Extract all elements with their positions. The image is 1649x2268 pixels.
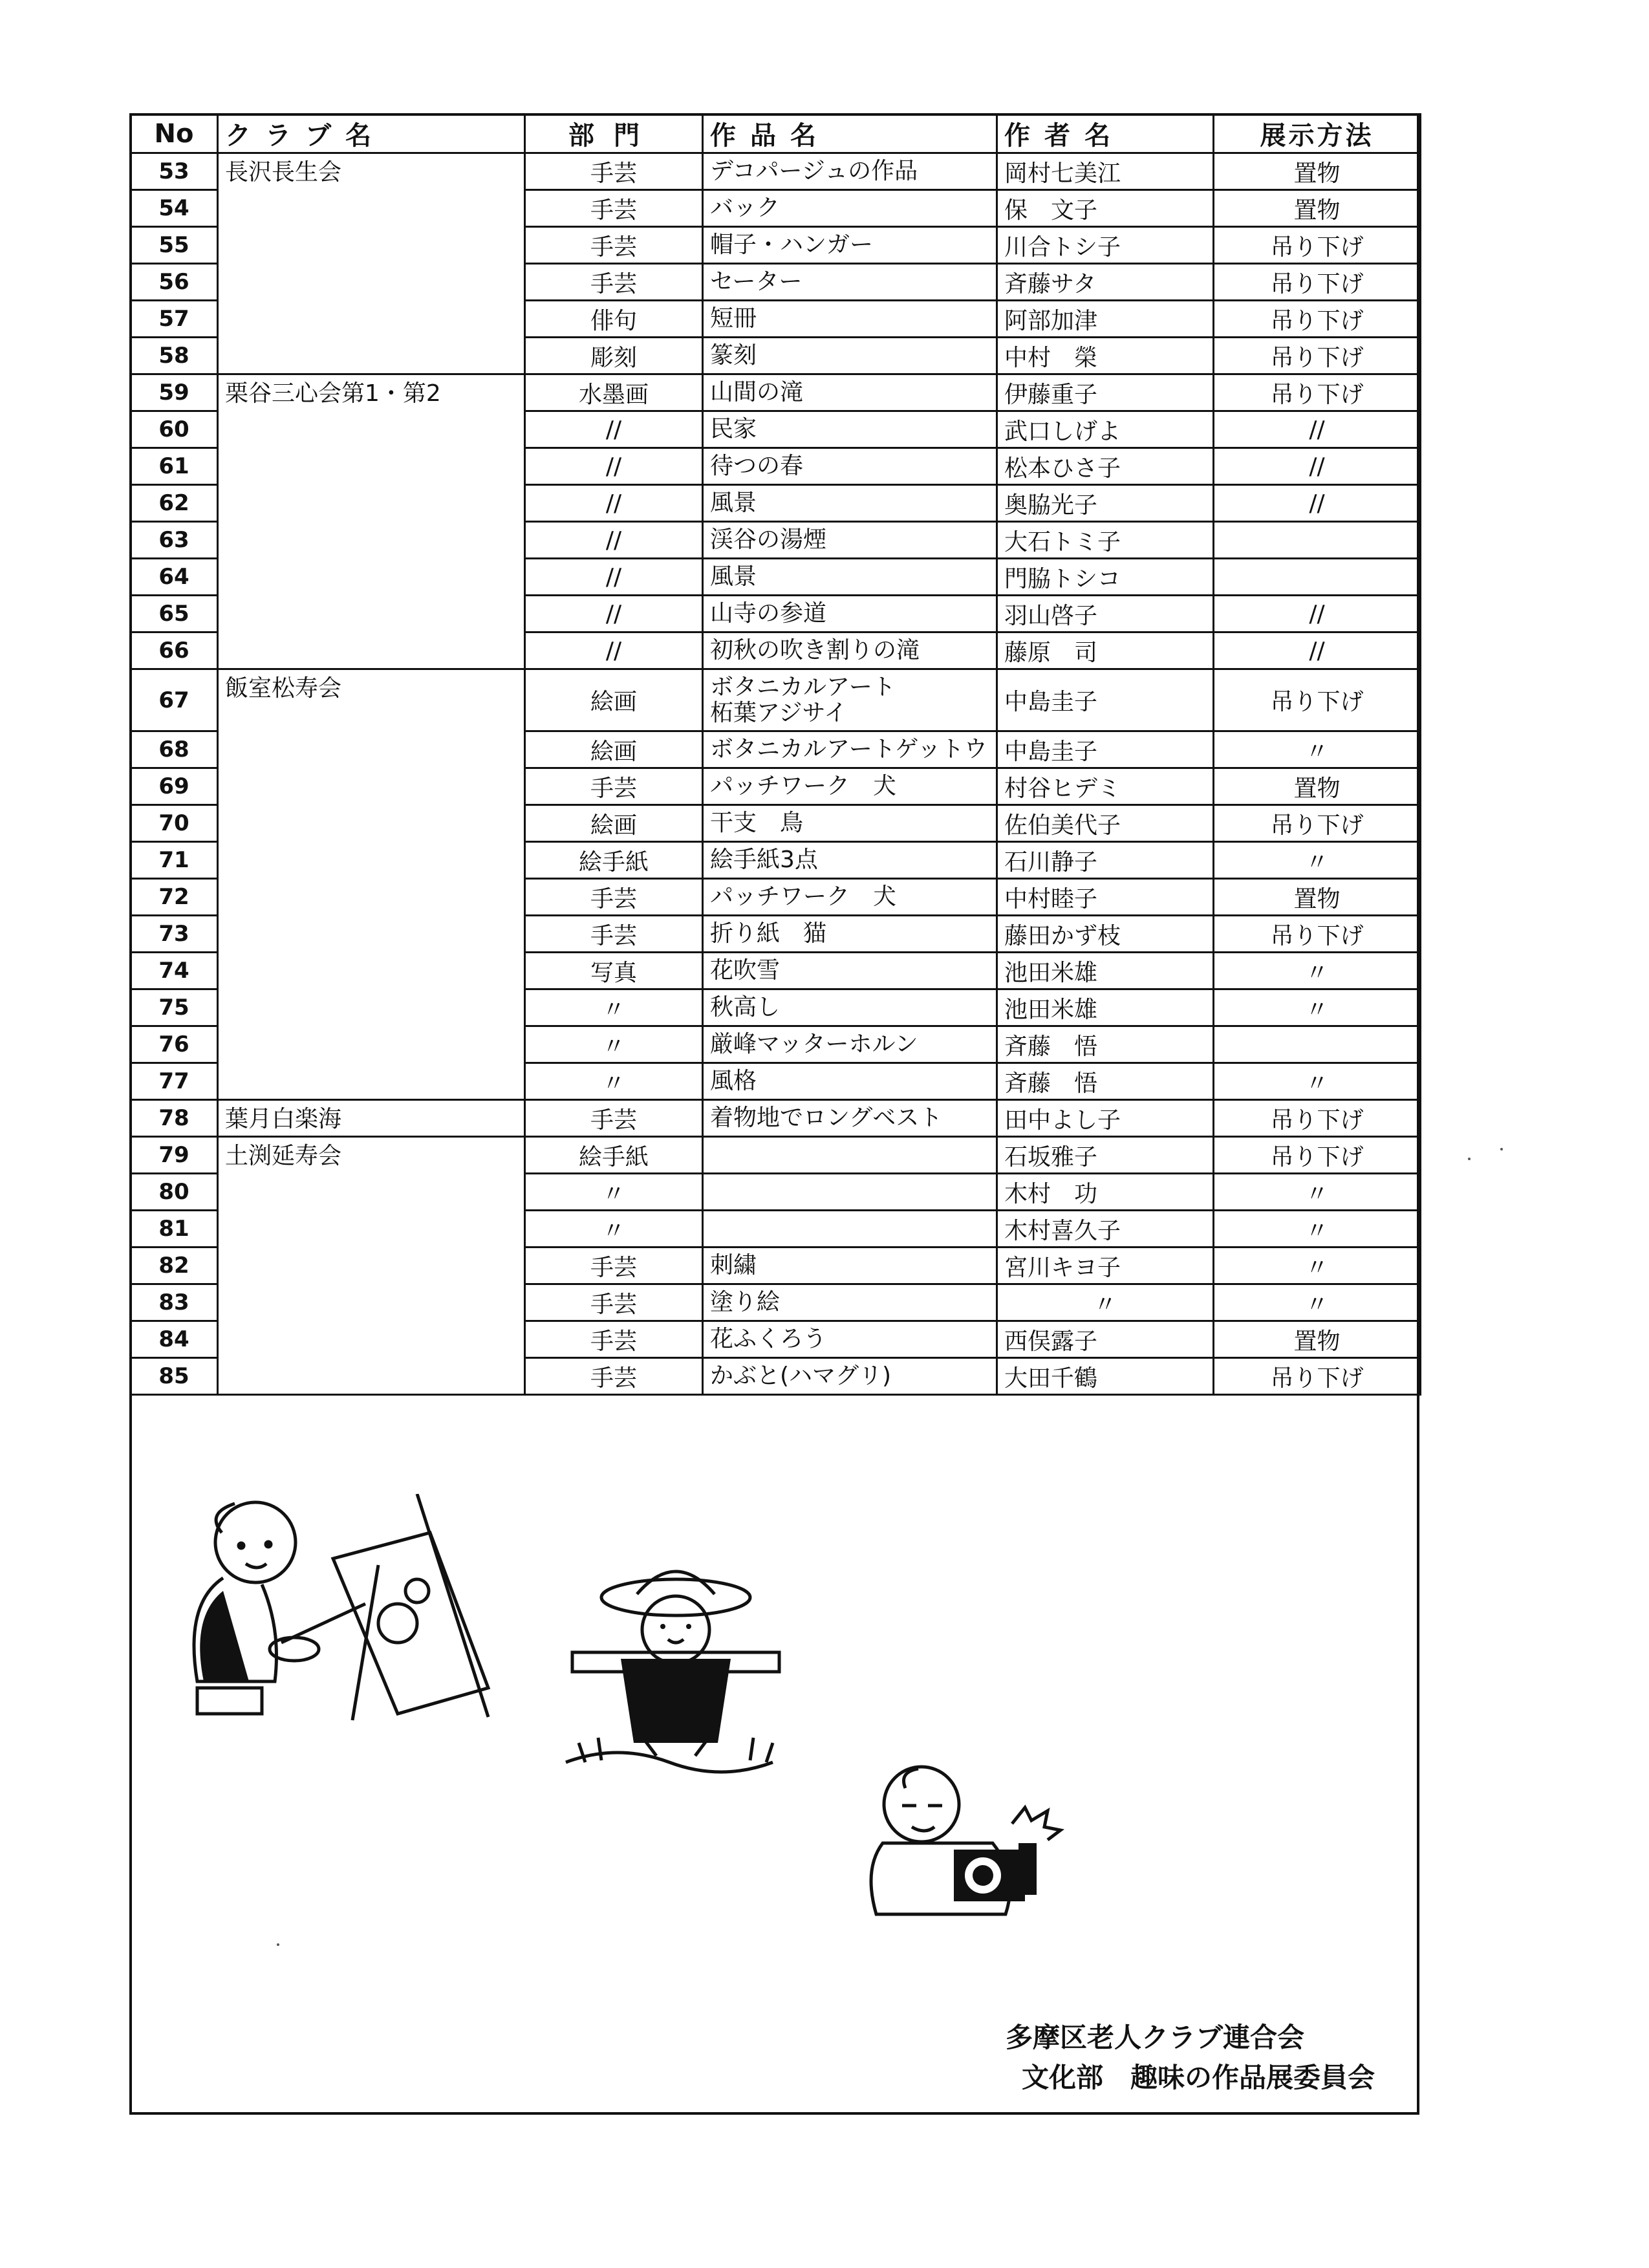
- row-number: 59: [131, 374, 218, 411]
- work-title: [703, 669, 997, 731]
- row-number: 78: [131, 1100, 218, 1137]
- department: //: [525, 485, 703, 522]
- row-number: 53: [131, 153, 218, 190]
- table-row: [131, 374, 1421, 411]
- row-number: 57: [131, 301, 218, 338]
- author-name: 佐伯美代子: [997, 805, 1214, 842]
- author-name: 伊藤重子: [997, 374, 1214, 411]
- work-title: 待つの春: [703, 448, 997, 485]
- table-row: [131, 1137, 1421, 1174]
- club-name: 葉月白楽海: [218, 1100, 525, 1137]
- author-name: 斉藤 悟: [997, 1063, 1214, 1100]
- display-method: 置物: [1214, 1321, 1421, 1358]
- author-name: 木村 功: [997, 1174, 1214, 1211]
- display-method: //: [1214, 596, 1421, 632]
- department: 手芸: [525, 1100, 703, 1137]
- row-number: 77: [131, 1063, 218, 1100]
- department: 手芸: [525, 1247, 703, 1284]
- work-title: 干支 鳥: [703, 805, 997, 842]
- display-method: 吊り下げ: [1214, 374, 1421, 411]
- author-name: 中島圭子: [997, 669, 1214, 731]
- row-number: 56: [131, 264, 218, 301]
- department: 手芸: [525, 190, 703, 227]
- row-number: 55: [131, 227, 218, 264]
- table-body: [131, 153, 1421, 1395]
- department: 絵画: [525, 669, 703, 731]
- department: 手芸: [525, 916, 703, 953]
- author-name: 藤田かず枝: [997, 916, 1214, 953]
- department: 絵手紙: [525, 842, 703, 879]
- display-method: 〃: [1214, 953, 1421, 989]
- display-method: [1214, 522, 1421, 559]
- scan-speck: [1500, 1148, 1503, 1150]
- author-name: 羽山啓子: [997, 596, 1214, 632]
- display-method: 吊り下げ: [1214, 805, 1421, 842]
- photographer-illustration: [857, 1753, 1070, 1921]
- scarecrow-illustration: [559, 1568, 792, 1775]
- department: 〃: [525, 1211, 703, 1247]
- department: 〃: [525, 1063, 703, 1100]
- author-name: 田中よし子: [997, 1100, 1214, 1137]
- department: //: [525, 596, 703, 632]
- header-work: 作品名: [703, 114, 997, 153]
- row-number: 72: [131, 879, 218, 916]
- row-number: 60: [131, 411, 218, 448]
- row-number: 79: [131, 1137, 218, 1174]
- row-number: 71: [131, 842, 218, 879]
- display-method: 〃: [1214, 989, 1421, 1026]
- author-name: 西俣露子: [997, 1321, 1214, 1358]
- department: 手芸: [525, 1284, 703, 1321]
- display-method: 吊り下げ: [1214, 264, 1421, 301]
- scan-speck: [1468, 1158, 1471, 1160]
- header-method: 展示方法: [1214, 114, 1421, 153]
- author-name: 武口しげよ: [997, 411, 1214, 448]
- department: 手芸: [525, 879, 703, 916]
- author-name: 松本ひさ子: [997, 448, 1214, 485]
- row-number: 67: [131, 669, 218, 731]
- row-number: 62: [131, 485, 218, 522]
- work-title: 折り紙 猫: [703, 916, 997, 953]
- department: 水墨画: [525, 374, 703, 411]
- display-method: 吊り下げ: [1214, 669, 1421, 731]
- work-title: 短冊: [703, 301, 997, 338]
- row-number: 70: [131, 805, 218, 842]
- row-number: 85: [131, 1358, 218, 1395]
- author-name: 大石トミ子: [997, 522, 1214, 559]
- display-method: //: [1214, 632, 1421, 669]
- row-number: 76: [131, 1026, 218, 1063]
- department: 絵画: [525, 805, 703, 842]
- row-number: 54: [131, 190, 218, 227]
- work-title: デコパージュの作品: [703, 153, 997, 190]
- table-row: [131, 1100, 1421, 1137]
- work-title: パッチワーク 犬: [703, 768, 997, 805]
- display-method: 置物: [1214, 190, 1421, 227]
- department: //: [525, 522, 703, 559]
- table-header-row: [131, 114, 1421, 153]
- work-title: 風景: [703, 485, 997, 522]
- author-name: 宮川キヨ子: [997, 1247, 1214, 1284]
- department: 手芸: [525, 1321, 703, 1358]
- department: 写真: [525, 953, 703, 989]
- display-method: 吊り下げ: [1214, 1100, 1421, 1137]
- department: 〃: [525, 1026, 703, 1063]
- author-name: 池田米雄: [997, 989, 1214, 1026]
- work-title-line: ボタニカルアート: [710, 673, 896, 700]
- work-title: セーター: [703, 264, 997, 301]
- header-no: No: [131, 114, 218, 153]
- row-number: 64: [131, 559, 218, 596]
- author-name: 奥脇光子: [997, 485, 1214, 522]
- header-dept: 部門: [525, 114, 703, 153]
- club-name: 栗谷三心会第1・第2: [218, 374, 525, 669]
- row-number: 82: [131, 1247, 218, 1284]
- work-title: 花吹雪: [703, 953, 997, 989]
- display-method: 吊り下げ: [1214, 916, 1421, 953]
- department: //: [525, 411, 703, 448]
- department: //: [525, 632, 703, 669]
- work-title: 塗り絵: [703, 1284, 997, 1321]
- work-title: 風景: [703, 559, 997, 596]
- author-name: 石川静子: [997, 842, 1214, 879]
- department: 俳句: [525, 301, 703, 338]
- work-title: 初秋の吹き割りの滝: [703, 632, 997, 669]
- department: 絵画: [525, 731, 703, 768]
- author-name: 川合トシ子: [997, 227, 1214, 264]
- row-number: 63: [131, 522, 218, 559]
- work-title: 着物地でロングベスト: [703, 1100, 997, 1137]
- work-title: 民家: [703, 411, 997, 448]
- display-method: 〃: [1214, 1063, 1421, 1100]
- row-number: 65: [131, 596, 218, 632]
- work-title: バック: [703, 190, 997, 227]
- department: 絵手紙: [525, 1137, 703, 1174]
- author-name: 阿部加津: [997, 301, 1214, 338]
- display-method: [1214, 559, 1421, 596]
- header-club: クラブ名: [218, 114, 525, 153]
- work-title: ボタニカルアートゲットウ: [703, 731, 997, 768]
- row-number: 69: [131, 768, 218, 805]
- work-title: 秋高し: [703, 989, 997, 1026]
- row-number: 61: [131, 448, 218, 485]
- painter-illustration: [184, 1494, 508, 1727]
- row-number: 68: [131, 731, 218, 768]
- work-title: 山間の滝: [703, 374, 997, 411]
- row-number: 83: [131, 1284, 218, 1321]
- author-name: 門脇トシコ: [997, 559, 1214, 596]
- department: 手芸: [525, 227, 703, 264]
- table-row: [131, 669, 1421, 731]
- work-title: かぶと(ハマグリ): [703, 1358, 997, 1395]
- display-method: //: [1214, 411, 1421, 448]
- work-title: 厳峰マッターホルン: [703, 1026, 997, 1063]
- department: 〃: [525, 1174, 703, 1211]
- department: 手芸: [525, 264, 703, 301]
- department: 〃: [525, 989, 703, 1026]
- display-method: 〃: [1214, 1211, 1421, 1247]
- author-name: 池田米雄: [997, 953, 1214, 989]
- row-number: 66: [131, 632, 218, 669]
- display-method: 〃: [1214, 1247, 1421, 1284]
- footer-committee: 文化部 趣味の作品展委員会: [1022, 2062, 1375, 2093]
- display-method: 吊り下げ: [1214, 301, 1421, 338]
- row-number: 84: [131, 1321, 218, 1358]
- work-title: 刺繍: [703, 1247, 997, 1284]
- display-method: //: [1214, 485, 1421, 522]
- row-number: 74: [131, 953, 218, 989]
- work-title: 篆刻: [703, 338, 997, 374]
- display-method: 〃: [1214, 731, 1421, 768]
- author-name: 斉藤サタ: [997, 264, 1214, 301]
- department: 手芸: [525, 153, 703, 190]
- header-author: 作者名: [997, 114, 1214, 153]
- department: 彫刻: [525, 338, 703, 374]
- author-name: 保 文子: [997, 190, 1214, 227]
- display-method: 〃: [1214, 1284, 1421, 1321]
- row-number: 75: [131, 989, 218, 1026]
- work-title-line: 柘葉アジサイ: [710, 699, 848, 726]
- author-name: 木村喜久子: [997, 1211, 1214, 1247]
- work-title: [703, 1174, 997, 1211]
- footer: [1006, 2018, 1375, 2098]
- club-name: 長沢長生会: [218, 153, 525, 374]
- department: 手芸: [525, 1358, 703, 1395]
- author-name: 石坂雅子: [997, 1137, 1214, 1174]
- display-method: 吊り下げ: [1214, 1137, 1421, 1174]
- work-title: 帽子・ハンガー: [703, 227, 997, 264]
- table-row: [131, 153, 1421, 190]
- author-name: 斉藤 悟: [997, 1026, 1214, 1063]
- author-name: 大田千鶴: [997, 1358, 1214, 1395]
- author-name: 村谷ヒデミ: [997, 768, 1214, 805]
- display-method: 吊り下げ: [1214, 227, 1421, 264]
- club-name: 土渕延寿会: [218, 1137, 525, 1395]
- department: //: [525, 559, 703, 596]
- row-number: 73: [131, 916, 218, 953]
- department: //: [525, 448, 703, 485]
- exhibit-table: [129, 113, 1421, 1396]
- row-number: 80: [131, 1174, 218, 1211]
- display-method: 吊り下げ: [1214, 338, 1421, 374]
- display-method: 吊り下げ: [1214, 1358, 1421, 1395]
- work-title: 風格: [703, 1063, 997, 1100]
- display-method: 置物: [1214, 153, 1421, 190]
- work-title: 渓谷の湯煙: [703, 522, 997, 559]
- footer-organization: 多摩区老人クラブ連合会: [1006, 2022, 1305, 2053]
- display-method: [1214, 1026, 1421, 1063]
- author-name: 中村 榮: [997, 338, 1214, 374]
- work-title: 山寺の参道: [703, 596, 997, 632]
- department: 手芸: [525, 768, 703, 805]
- work-title: [703, 1211, 997, 1247]
- display-method: 置物: [1214, 879, 1421, 916]
- work-title: パッチワーク 犬: [703, 879, 997, 916]
- work-title: 花ふくろう: [703, 1321, 997, 1358]
- author-name: 〃: [997, 1284, 1214, 1321]
- scan-speck: [277, 1943, 279, 1946]
- author-name: 藤原 司: [997, 632, 1214, 669]
- work-title: [703, 1137, 997, 1174]
- display-method: 〃: [1214, 842, 1421, 879]
- display-method: 〃: [1214, 1174, 1421, 1211]
- author-name: 岡村七美江: [997, 153, 1214, 190]
- work-title: 絵手紙3点: [703, 842, 997, 879]
- author-name: 中島圭子: [997, 731, 1214, 768]
- row-number: 81: [131, 1211, 218, 1247]
- display-method: 置物: [1214, 768, 1421, 805]
- display-method: //: [1214, 448, 1421, 485]
- club-name: 飯室松寿会: [218, 669, 525, 1100]
- row-number: 58: [131, 338, 218, 374]
- author-name: 中村睦子: [997, 879, 1214, 916]
